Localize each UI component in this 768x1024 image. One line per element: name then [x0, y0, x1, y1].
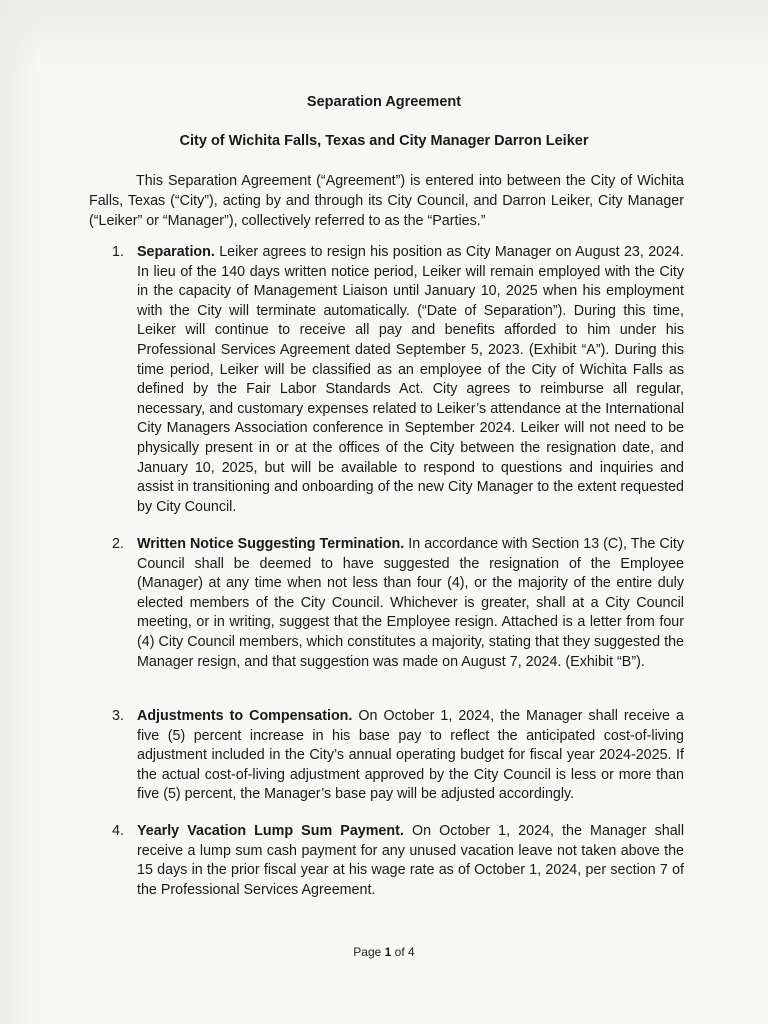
list-item-text: Leiker agrees to resign his position as City Manager on August 23, 2024. In lieu of the 140 days written notice period, Leiker will remain employed with the City in the capacity of Management Liaison until January 10, 2025 when his employment with the City will terminate automatically. (“Date of Separation”). During this time, Leiker will continue to receive all pay and benefits afforded to him under his Professional Services Agreement dated September 5, 2023. (Exhibit “A”). During this time period, Leiker will be classified as an employee of the City of Wichita Falls as defined by the Fair Labor Standards Act. City agrees to reimburse all regular, necessary, and customary expenses related to Leiker’s attendance at the International City Managers Association conference in September 2024. Leiker will not need to be physically present in or at the offices of the City between the resignation date, and January 10, 2025, but will be available to respond to questions and inquiries and assist in transitioning and onboarding of the new City Manager to the extent requested by City Council.: [137, 244, 684, 515]
list-item-compensation: [112, 707, 684, 805]
list-item-heading: Adjustments to Compensation.: [137, 708, 353, 724]
footer-of-label: of: [394, 945, 405, 959]
list-item-text: In accordance with Section 13 (C), The City Council shall be deemed to have suggested the resignation of the Employee (Manager) at any time when not less than four (4), or the majority of the entire duly elected members of the City Council. Whichever is greater, shall at a City Council meeting, or in writing, suggest that the Employee resign. Attached is a letter from four (4) City Council members, which constitutes a majority, stating that they suggested the Manager resign, and that suggestion was made on August 7, 2024. (Exhibit “B”).: [137, 536, 684, 670]
page-number-footer: [0, 945, 768, 959]
list-item-written-notice: [112, 535, 684, 672]
list-item-vacation-payment: [112, 822, 684, 900]
list-item-number: 3.: [112, 708, 124, 724]
list-item-number: 2.: [112, 536, 124, 552]
footer-page-total: 4: [408, 945, 415, 959]
list-item-body: [137, 707, 684, 805]
list-item-heading: Yearly Vacation Lump Sum Payment.: [137, 823, 404, 839]
footer-page-current: 1: [384, 945, 392, 959]
scan-shadow-top: [0, 0, 768, 70]
list-item-text: On October 1, 2024, the Manager shall receive a lump sum cash payment for any unused vacation leave not taken above the 15 days in the prior fiscal year at his wage rate as of October 1, 2024, per section 7 of the Professional Services Agreement.: [137, 823, 684, 898]
list-item-heading: Separation.: [137, 244, 215, 260]
list-item-heading: Written Notice Suggesting Termination.: [137, 536, 405, 552]
intro-paragraph: This Separation Agreement (“Agreement”) is entered into between the City of Wichita Falls, Texas (“City”), acting by and through its City Council, and Darron Leiker, City Manager (“Leiker” or “Manager”), collectively referred to as the “Parties.”: [89, 173, 684, 229]
list-item-body: [137, 243, 684, 517]
list-item-number: 4.: [112, 823, 124, 839]
list-item-text: On October 1, 2024, the Manager shall receive a five (5) percent increase in his base pay to reflect the anticipated cost-of-living adjustment included in the City’s annual operating budget for fiscal year 2024-2025. If the actual cost-of-living adjustment approved by the City Council is less or more than five (5) percent, the Manager’s base pay will be adjusted accordingly.: [137, 708, 684, 803]
list-item-body: [137, 822, 684, 900]
list-item-body: [137, 535, 684, 672]
footer-page-label: Page: [353, 945, 382, 959]
list-item-number: 1.: [112, 244, 124, 260]
document-subtitle: City of Wichita Falls, Texas and City Manager Darron Leiker: [179, 133, 589, 149]
list-item-separation: [112, 243, 684, 517]
document-title: Separation Agreement: [306, 94, 462, 110]
scan-shadow-left: [0, 0, 40, 1024]
